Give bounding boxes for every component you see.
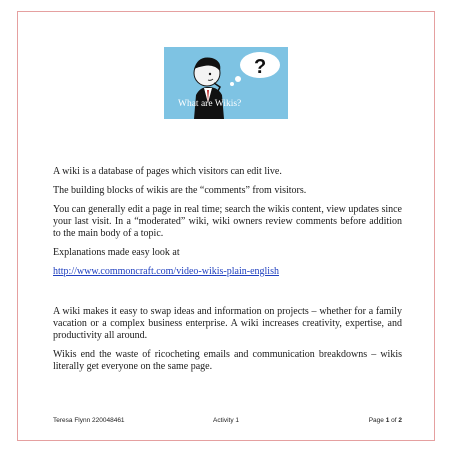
paragraph: The building blocks of wikis are the “comments” from visitors. — [53, 185, 307, 196]
paragraph: Explanations made easy look at — [53, 247, 180, 258]
footer-activity: Activity 1 — [213, 417, 240, 424]
paragraph: Wikis end the waste of ricocheting emails and communication breakdowns – wikis literally get everyone on the same page. — [53, 349, 402, 372]
paragraph: You can generally edit a page in real time; search the wikis content, view updates since your last visit. In a “moderated” wiki, wiki owners review comments before addition to the main body of a topic. — [53, 204, 402, 239]
page-footer — [53, 417, 402, 427]
footer-page-number: Page 1 of 2 — [368, 417, 402, 424]
paragraph: A wiki is a database of pages which visitors can edit live. — [53, 166, 282, 177]
spacer — [53, 285, 402, 306]
illustration-caption: What are Wikis? — [178, 99, 242, 109]
document-body — [53, 166, 402, 380]
wiki-illustration — [164, 47, 288, 119]
video-link[interactable]: http://www.commoncraft.com/video-wikis-plain-english — [53, 266, 279, 277]
svg-text:?: ? — [254, 56, 267, 78]
footer-author: Teresa Flynn 220048461 — [53, 417, 125, 424]
paragraph: A wiki makes it easy to swap ideas and information on projects – whether for a family vacation or a complex business enterprise. A wiki increases creativity, expertise, and productivity all around. — [53, 306, 402, 341]
